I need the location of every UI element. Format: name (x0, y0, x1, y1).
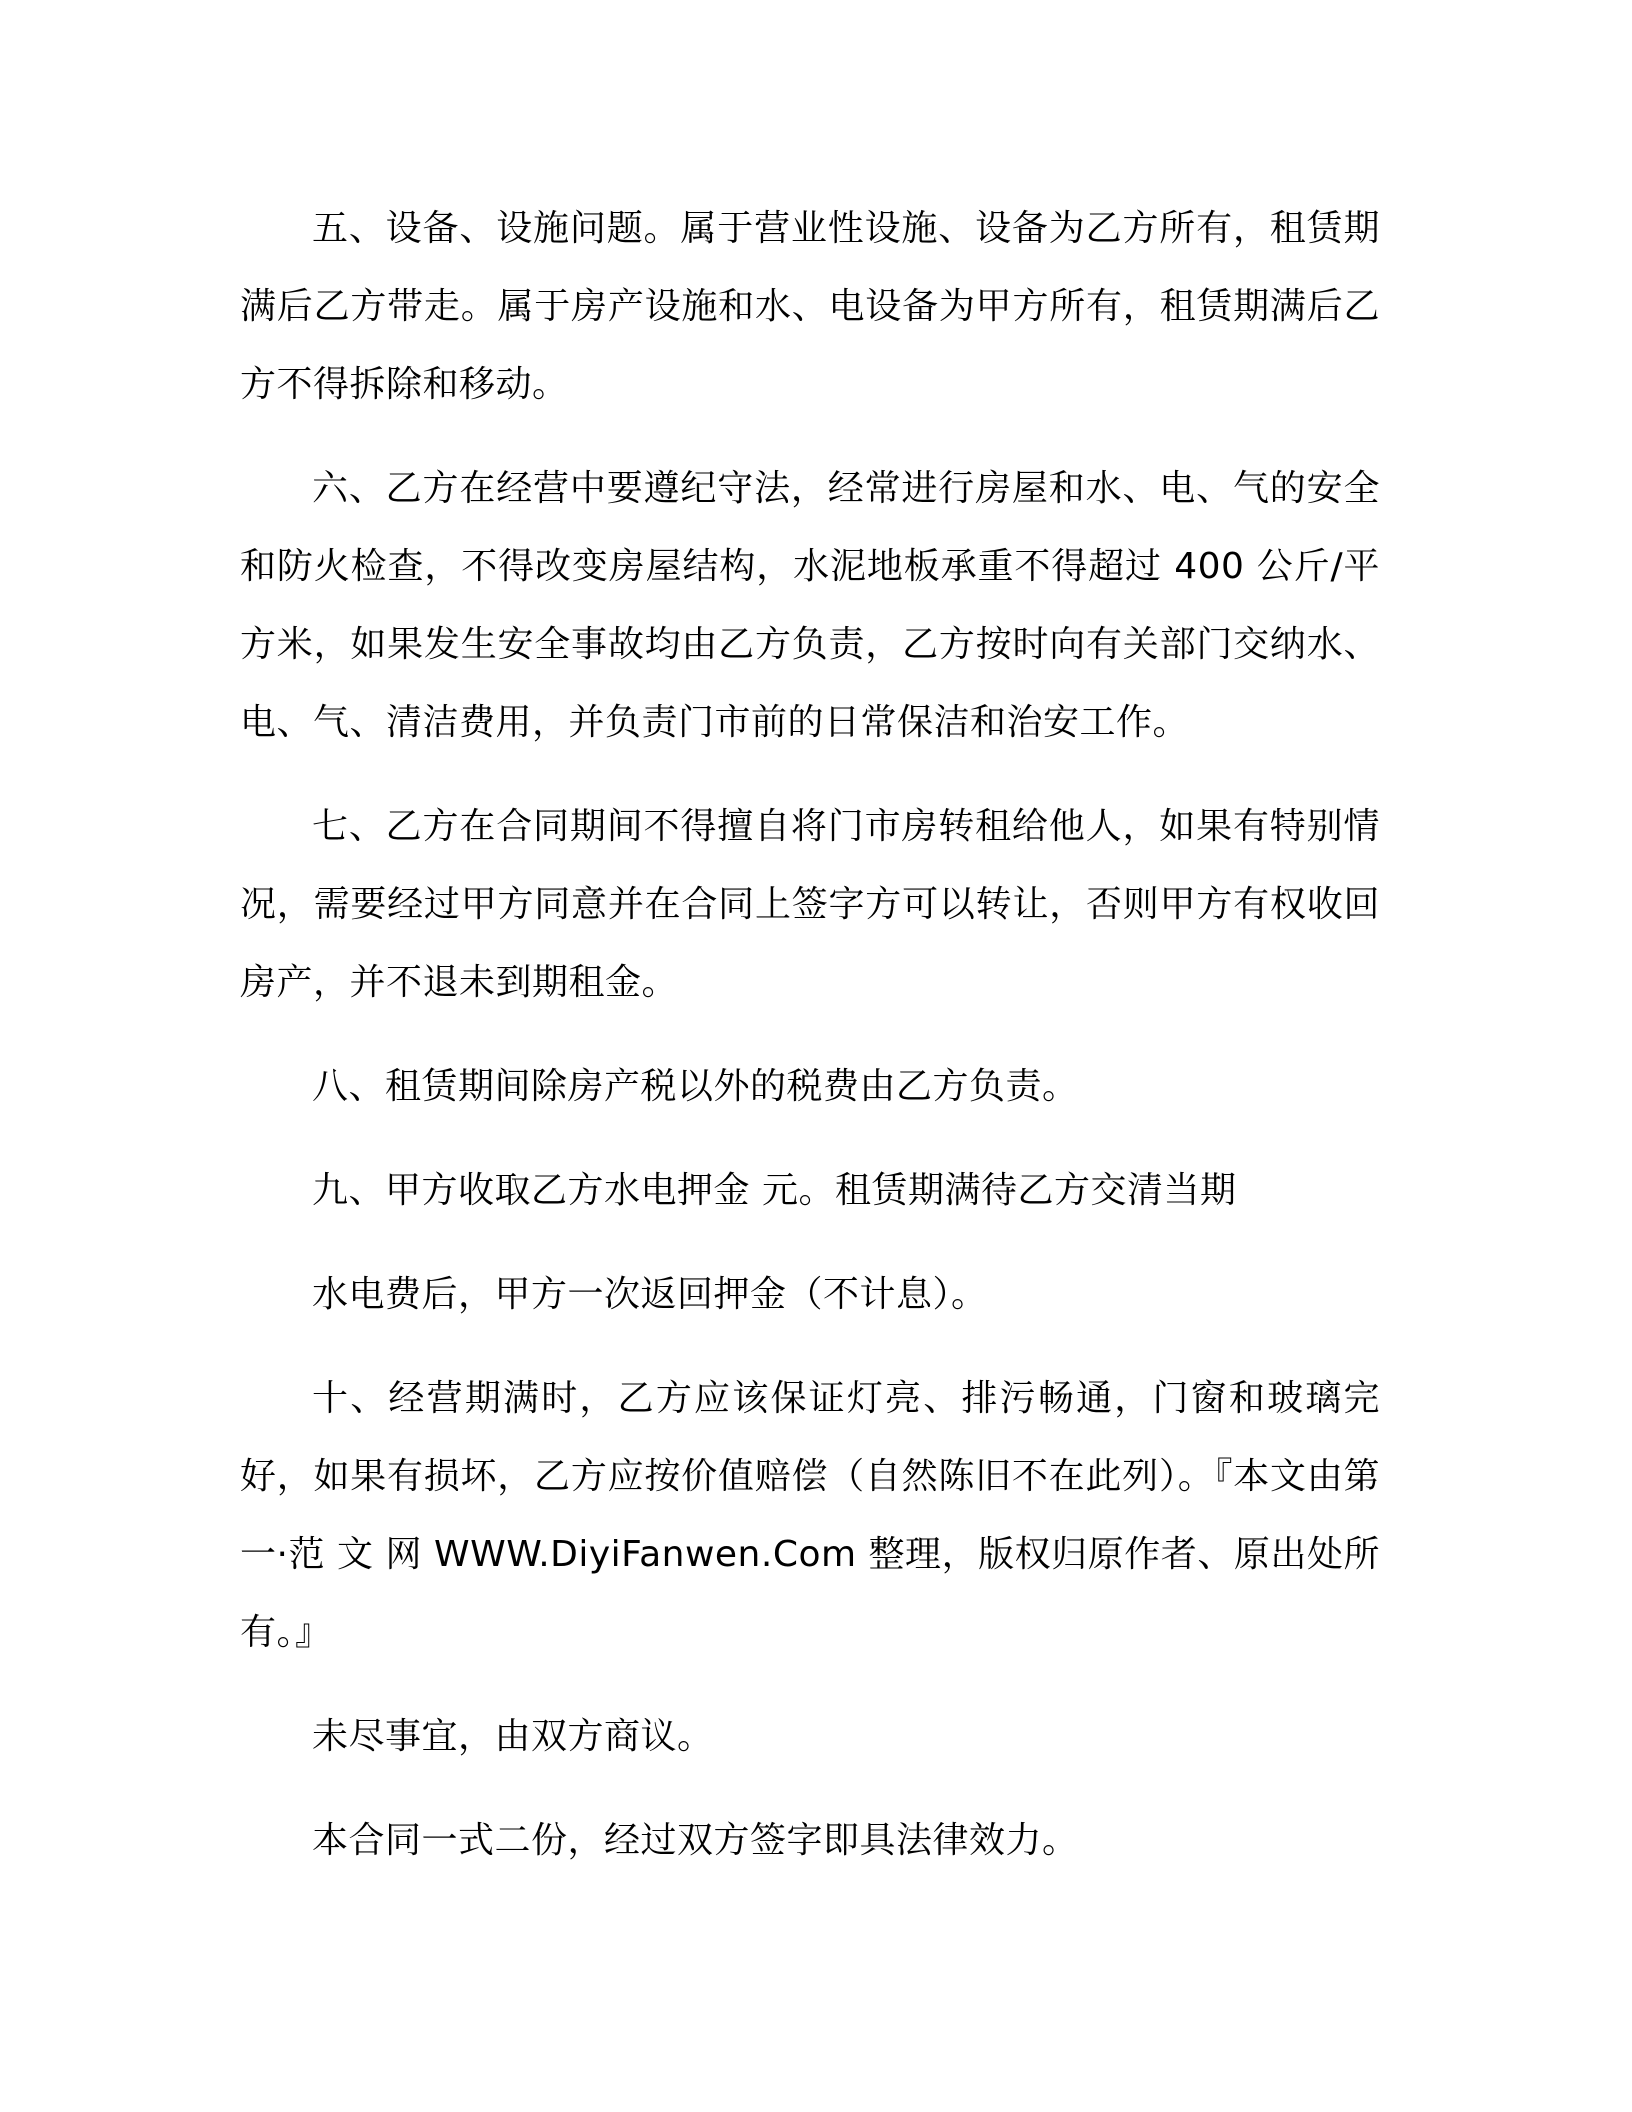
clause-8-taxes: 八、租赁期间除房产税以外的税费由乙方负责。 (312, 1066, 1079, 1107)
clause-unresolved-matters: 未尽事宜，由双方商议。 (312, 1716, 714, 1757)
clause-9-deposit: 九、甲方收取乙方水电押金 元。租赁期满待乙方交清当期 (312, 1170, 1237, 1211)
clause-10-expiry: 十、经营期满时，乙方应该保证灯亮、排污畅通，门窗和玻璃完好，如果有损坏，乙方应按价值赔偿（自然陈旧不在此列）。『本文由第 一·范 文 网 WWW.DiyiFanwen.Com 整理，版权归原作者、原出处所有。』 (240, 1378, 1380, 1653)
clause-6-safety: 六、乙方在经营中要遵纪守法，经常进行房屋和水、电、气的安全和防火检查，不得改变房屋结构，水泥地板承重不得超过 400 公斤/平方米，如果发生安全事故均由乙方负责，乙方按时向有关部门交纳水、电、气、清洁费用，并负责门市前的日常保洁和治安工作。 (240, 468, 1380, 743)
document-body (240, 190, 1380, 1906)
clause-9-deposit-continued: 水电费后，甲方一次返回押金（不计息）。 (312, 1274, 988, 1315)
clause-copies-effect: 本合同一式二份，经过双方签字即具法律效力。 (312, 1820, 1079, 1861)
clause-7-sublease: 七、乙方在合同期间不得擅自将门市房转租给他人，如果有特别情况，需要经过甲方同意并在合同上签字方可以转让，否则甲方有权收回房产，并不退未到期租金。 (240, 806, 1380, 1003)
clause-5-equipment: 五、设备、设施问题。属于营业性设施、设备为乙方所有，租赁期满后乙方带走。属于房产设施和水、电设备为甲方所有，租赁期满后乙方不得拆除和移动。 (240, 208, 1380, 405)
